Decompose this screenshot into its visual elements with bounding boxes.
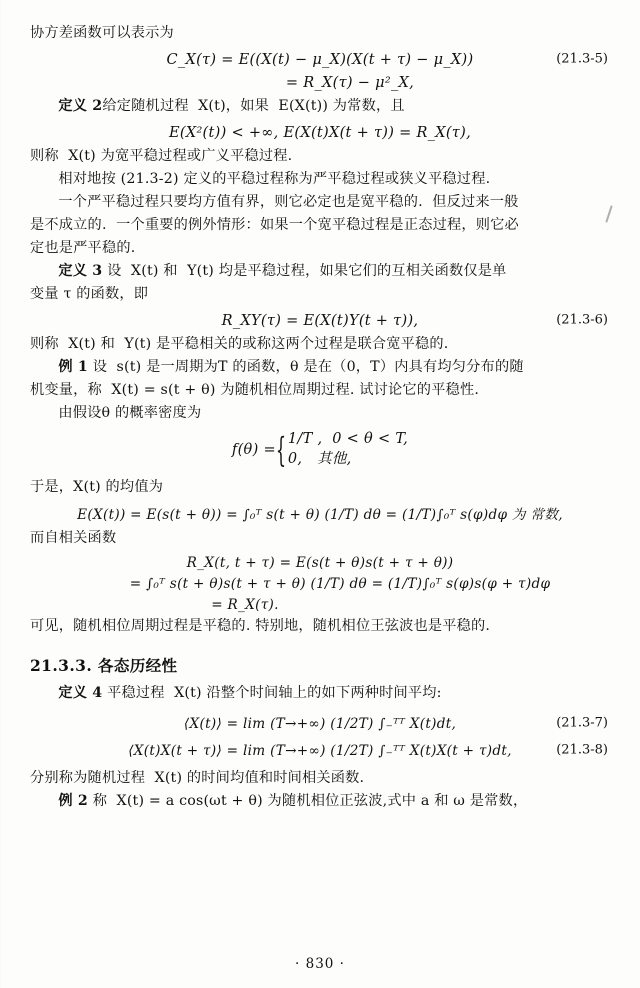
paragraph-intro: 协方差函数可以表示为 bbox=[30, 25, 174, 41]
definition-3 bbox=[30, 260, 610, 283]
equation-21-3-8 bbox=[30, 740, 610, 759]
paragraph-wide-stationary: 则称 X(t) 为宽平稳过程或广义平稳过程. bbox=[30, 148, 293, 164]
equation-density-cases bbox=[276, 431, 408, 468]
paragraph-time-average-names: 分别称为随机过程 X(t) 的时间均值和时间相关函数. bbox=[30, 770, 365, 786]
paragraph-note-2: 是不成立的. 一个重要的例外情形：如果一个宽平稳过程是正态过程，则它必 bbox=[30, 217, 519, 233]
paragraph-autocorrelation-intro: 而自相关函数 bbox=[30, 530, 117, 546]
paragraph-conclusion: 可见，随机相位周期过程是平稳的. 特别地，随机相位王弦波也是平稳的. bbox=[30, 618, 491, 634]
definition-4-text: 平稳过程 X(t) 沿整个时间轴上的如下两种时间平均: bbox=[107, 685, 442, 701]
equation-tag-21-3-6: (21.3-6) bbox=[556, 312, 608, 327]
paragraph-density-intro: 由假设θ 的概率密度为 bbox=[58, 405, 202, 421]
definition-2-equation-text: E(X²(t)) < +∞, E(X(t)X(t + τ)) = R_X(τ), bbox=[168, 125, 471, 141]
equation-mean bbox=[30, 503, 610, 523]
paragraph-mean-intro: 于是，X(t) 的均值为 bbox=[30, 479, 164, 495]
equation-21-3-6-text: R_XY(τ) = E(X(t)Y(t + τ)), bbox=[221, 313, 419, 329]
paragraph-note-1: 一个严平稳过程只要均方值有界，则它必定也是宽平稳的. 但反过来一般 bbox=[58, 194, 519, 210]
equation-tag-21-3-7: (21.3-7) bbox=[556, 715, 608, 730]
definition-3-text: 设 X(t) 和 Y(t) 均是平稳过程，如果它们的互相关函数仅是单 bbox=[107, 263, 507, 279]
equation-autocorrelation-2 bbox=[30, 573, 610, 592]
equation-21-3-5-line1: C_X(τ) = E((X(t) − μ_X)(X(t + τ) − μ_X)) bbox=[166, 52, 474, 68]
definition-2 bbox=[30, 95, 610, 118]
section-heading-ergodicity: 21.3.3. 各态历经性 bbox=[30, 656, 178, 675]
page-number: · 830 · bbox=[295, 956, 345, 972]
equation-density-case-1: { 1/T , 0 < θ < T, bbox=[287, 431, 409, 447]
definition-3-label: 定义 3 bbox=[58, 263, 103, 279]
equation-density-lhs: f(θ) = bbox=[231, 442, 276, 458]
definition-2-text: 给定随机过程 X(t)，如果 E(X(t)) 为常数，且 bbox=[102, 98, 405, 114]
equation-21-3-8-text: ⟨X(t)X(t + τ)⟩ = lim (T→+∞) (1/2T) ∫₋ᵀᵀ X(t)X(t + τ)dt, bbox=[128, 743, 512, 759]
paragraph-strict-stationary: 相对地按 (21.3-2) 定义的平稳过程称为严平稳过程或狭义平稳过程. bbox=[58, 171, 491, 187]
definition-4 bbox=[30, 682, 610, 705]
equation-21-3-5-cont bbox=[30, 72, 610, 91]
definition-2-label: 定义 2 bbox=[58, 98, 103, 114]
example-2 bbox=[30, 790, 610, 813]
equation-21-3-7-text: ⟨X(t)⟩ = lim (T→+∞) (1/2T) ∫₋ᵀᵀ X(t)dt, bbox=[183, 716, 457, 732]
paragraph-joint-stationary: 则称 X(t) 和 Y(t) 是平稳相关的或称这两个过程是联合宽平稳的. bbox=[30, 336, 449, 352]
example-1 bbox=[30, 356, 610, 379]
equation-autocorrelation-line1: R_X(t, t + τ) = E(s(t + θ)s(t + τ + θ)) bbox=[186, 555, 454, 571]
definition-4-label: 定义 4 bbox=[58, 685, 103, 701]
example-1-text: 设 s(t) 是一周期为T 的函数，θ 是在（0，T）内具有均匀分布的随 bbox=[92, 359, 524, 375]
equation-autocorrelation-line3: = R_X(τ). bbox=[211, 597, 279, 613]
example-2-text: 称 X(t) = a cos(ωt + θ) 为随机相位正弦波,式中 a 和 ω 是常数， bbox=[92, 793, 528, 809]
equation-autocorrelation-1 bbox=[30, 552, 610, 571]
equation-21-3-5 bbox=[30, 49, 610, 68]
equation-21-3-7 bbox=[30, 713, 610, 732]
equation-autocorrelation-line2: = ∫₀ᵀ s(t + θ)s(t + τ + θ) (1/T) dθ = (1/T)∫₀ᵀ s(φ)s(φ + τ)dφ bbox=[129, 576, 551, 592]
example-1-label: 例 1 bbox=[58, 359, 88, 375]
equation-21-3-6 bbox=[30, 310, 610, 329]
equation-autocorrelation-3 bbox=[30, 594, 610, 613]
equation-tag-21-3-8: (21.3-8) bbox=[556, 742, 608, 757]
equation-21-3-5-line2: = R_X(τ) − μ²_X, bbox=[285, 75, 415, 91]
example-2-label: 例 2 bbox=[58, 793, 88, 809]
equation-mean-text: E(X(t)) = E(s(t + θ)) = ∫₀ᵀ s(t + θ) (1/T) dθ = (1/T)∫₀ᵀ s(φ)dφ 为 常数, bbox=[77, 507, 563, 523]
equation-density-case-2: 0, 其他, bbox=[287, 451, 352, 467]
example-1-text-2: 机变量，称 X(t) = s(t + θ) 为随机相位周期过程. 试讨论它的平稳性. bbox=[30, 382, 480, 398]
equation-density bbox=[30, 431, 610, 468]
definition-2-equation bbox=[30, 122, 610, 141]
paragraph-note-3: 定也是严平稳的. bbox=[30, 240, 136, 256]
equation-tag-21-3-5: (21.3-5) bbox=[556, 51, 608, 66]
definition-3-text-2: 变量 τ 的函数，即 bbox=[30, 286, 149, 302]
